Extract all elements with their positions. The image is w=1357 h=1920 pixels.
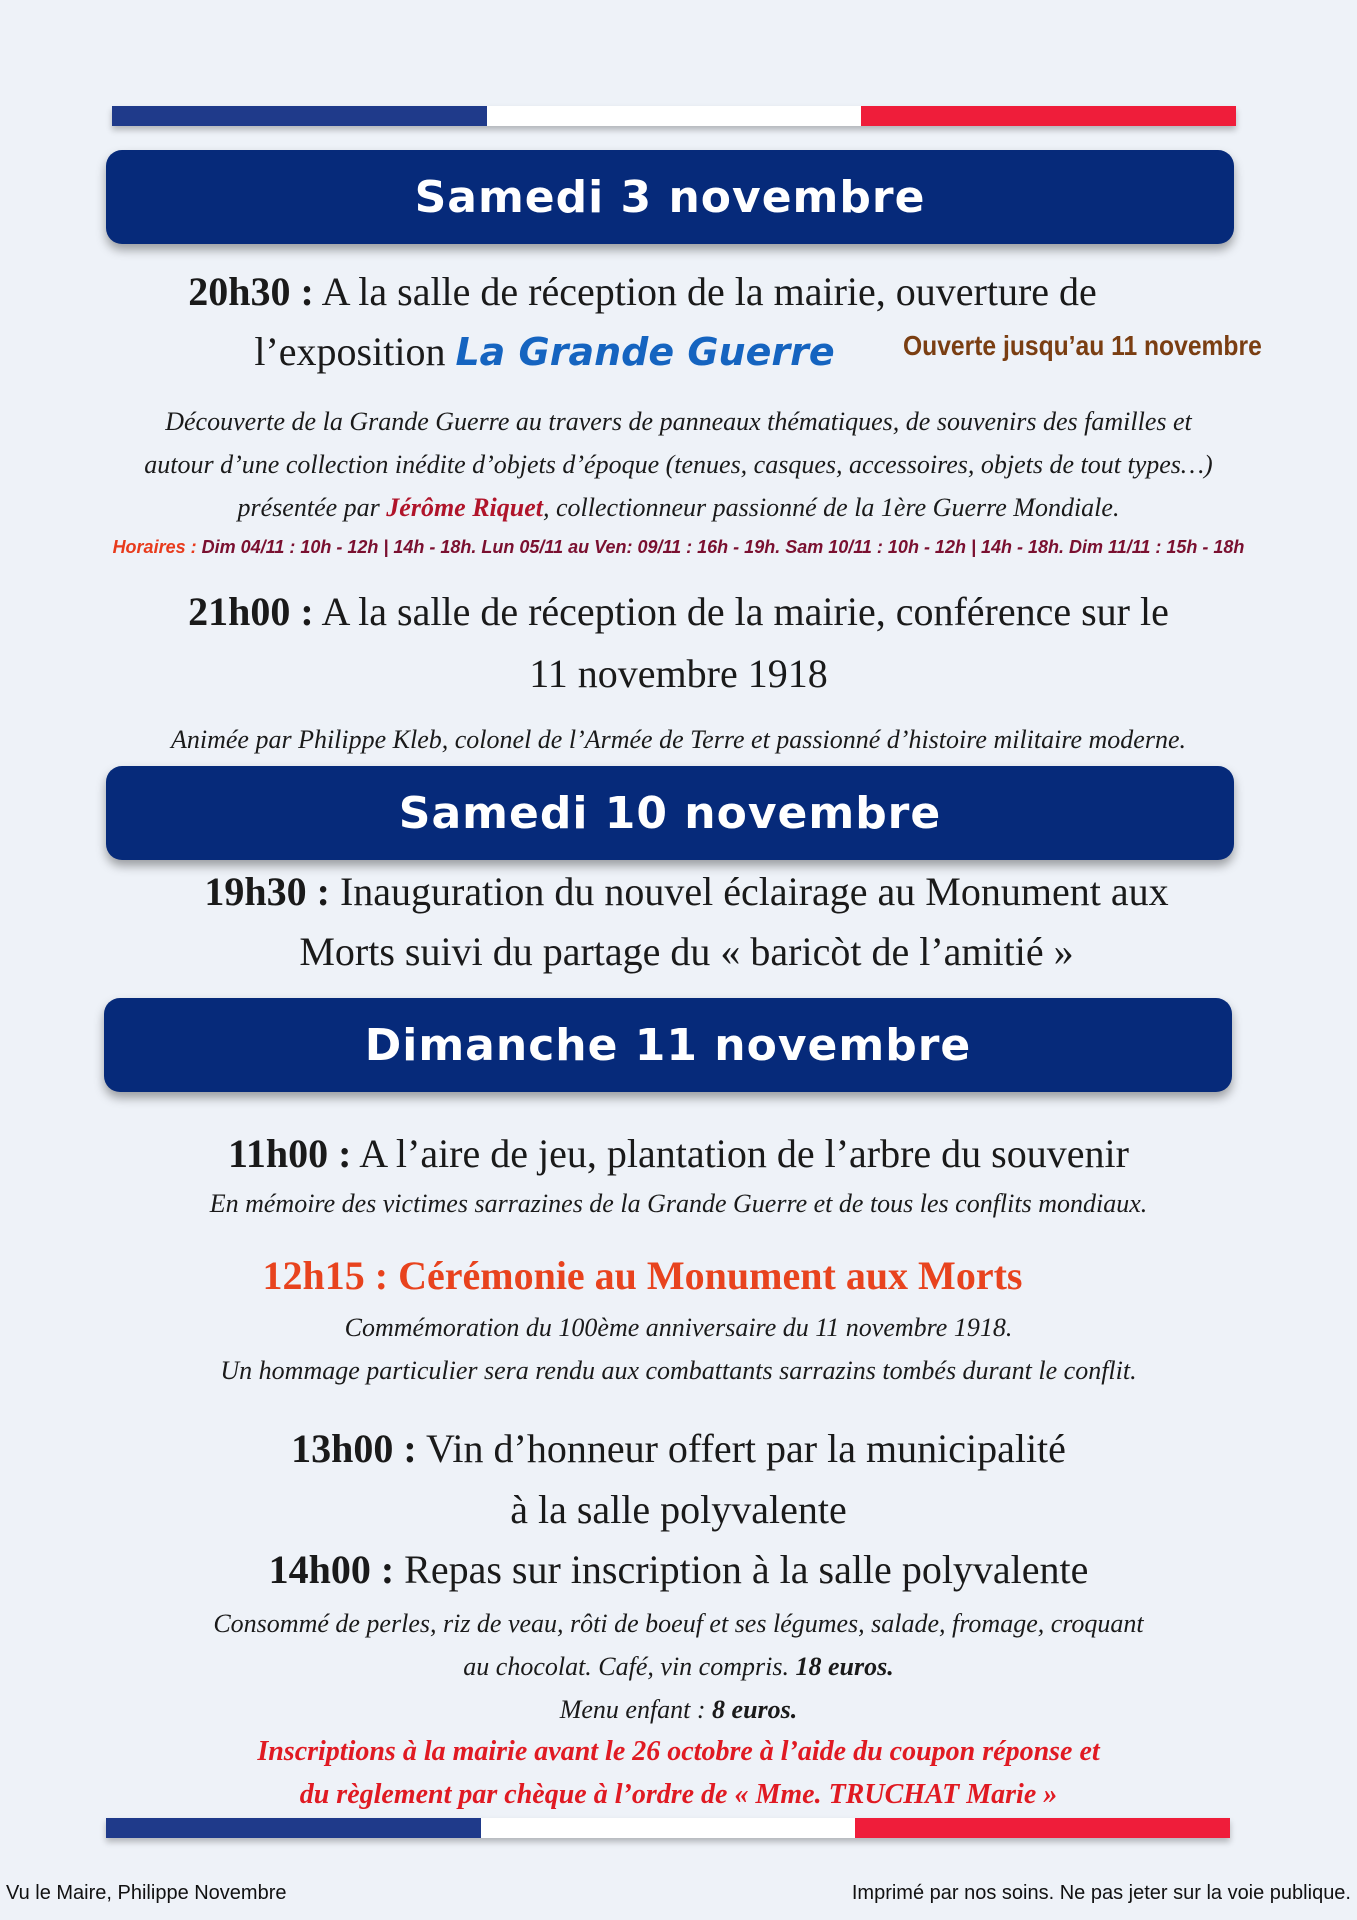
desc-text: présentée par	[237, 493, 380, 522]
event-text: Vin d’honneur offert par la municipalité	[425, 1426, 1066, 1471]
collector-name: Jérôme Riquet	[386, 493, 543, 522]
event-13h00-line2: à la salle polyvalente	[510, 1487, 847, 1532]
flag-white-band	[487, 106, 862, 126]
tree-planting-description: En mémoire des victimes sarrazines de la Grande Guerre et de tous les conflits mondiaux.	[209, 1189, 1148, 1218]
desc-text: , collectionneur passionné de la 1ère Guerre Mondiale.	[543, 493, 1120, 522]
signup-line-1: Inscriptions à la mairie avant le 26 octobre à l’aide du coupon réponse et	[257, 1736, 1100, 1767]
footer-printing-notice: Imprimé par nos soins. Ne pas jeter sur la voie publique.	[851, 1882, 1351, 1904]
bottom-flag-stripe	[106, 1818, 1230, 1838]
menu-line-2	[0, 1651, 1357, 1683]
day-banner-samedi-3: Samedi 3 novembre	[106, 150, 1234, 244]
signup-line-2: du règlement par chèque à l’ordre de « Mme. TRUCHAT Marie »	[299, 1779, 1058, 1810]
menu-price-adult: 18 euros.	[795, 1652, 894, 1681]
event-text: Repas sur inscription à la salle polyvalente	[404, 1547, 1089, 1592]
menu-text: Menu enfant :	[559, 1695, 706, 1724]
event-time: 14h00 :	[268, 1547, 395, 1592]
event-time: 20h30 :	[188, 269, 314, 314]
event-text: A la salle de réception de la mairie, conférence sur le	[321, 589, 1169, 634]
event-12h15-ceremony: 12h15 : Cérémonie au Monument aux Morts	[262, 1253, 1023, 1298]
flag-blue-band	[106, 1818, 481, 1838]
menu-line-1: Consommé de perles, riz de veau, rôti de boeuf et ses légumes, salade, fromage, croquant	[213, 1609, 1144, 1638]
flag-blue-band	[112, 106, 487, 126]
exhibition-title: La Grande Guerre	[455, 330, 835, 374]
exhibition-open-until-note: Ouverte jusqu’au 11 novembre	[903, 330, 1262, 361]
menu-text: au chocolat. Café, vin compris.	[463, 1652, 789, 1681]
exhibition-description-2: autour d’une collection inédite d’objets d’époque (tenues, casques, accessoires, objets de tout types…)	[144, 450, 1213, 479]
day-banner-dimanche-11: Dimanche 11 novembre	[104, 998, 1232, 1092]
hours-text: Dim 04/11 : 10h - 12h | 14h - 18h. Lun 05/11 au Ven: 09/11 : 16h - 19h. Sam 10/11 : 10h - 12h | 14h - 18h. Dim 11/11 : 15h - 18h	[196, 537, 1245, 557]
event-20h30-line1	[0, 268, 1321, 316]
event-time: 11h00 :	[228, 1131, 352, 1176]
event-21h00-line1	[0, 588, 1357, 636]
flag-red-band	[861, 106, 1236, 126]
footer-mayor-approval: Vu le Maire, Philippe Novembre	[6, 1882, 287, 1904]
hours-label: Horaires :	[112, 537, 197, 557]
event-text: l’exposition	[254, 329, 446, 374]
conference-description: Animée par Philippe Kleb, colonel de l’Armée de Terre et passionné d’histoire militaire moderne.	[170, 725, 1186, 754]
ceremony-description-2: Un hommage particulier sera rendu aux combattants sarrazins tombés durant le conflit.	[220, 1356, 1137, 1385]
event-text: Inauguration du nouvel éclairage au Monument aux	[339, 869, 1169, 914]
menu-line-3	[0, 1694, 1357, 1726]
flag-white-band	[481, 1818, 856, 1838]
event-13h00-line1	[0, 1425, 1357, 1473]
event-11h00-line1	[0, 1130, 1357, 1178]
event-text: A la salle de réception de la mairie, ouverture de	[321, 269, 1097, 314]
exhibition-description-3	[0, 492, 1357, 524]
exhibition-description-1: Découverte de la Grande Guerre au travers de panneaux thématiques, de souvenirs des familles et	[165, 407, 1192, 436]
ceremony-description-1: Commémoration du 100ème anniversaire du 11 novembre 1918.	[344, 1313, 1013, 1342]
event-time: 19h30 :	[204, 869, 330, 914]
exhibition-hours	[0, 537, 1357, 558]
event-21h00-line2: 11 novembre 1918	[529, 651, 828, 696]
event-text: A l’aire de jeu, plantation de l’arbre du souvenir	[359, 1131, 1129, 1176]
menu-price-child: 8 euros.	[712, 1695, 798, 1724]
event-14h00-line1	[0, 1546, 1357, 1594]
event-19h30-line1	[8, 868, 1357, 916]
event-time: 21h00 :	[188, 589, 314, 634]
event-19h30-line2: Morts suivi du partage du « baricòt de l’amitié »	[299, 929, 1074, 974]
day-banner-samedi-10: Samedi 10 novembre	[106, 766, 1234, 860]
flag-red-band	[855, 1818, 1230, 1838]
top-flag-stripe	[112, 106, 1236, 126]
event-time: 13h00 :	[291, 1426, 417, 1471]
